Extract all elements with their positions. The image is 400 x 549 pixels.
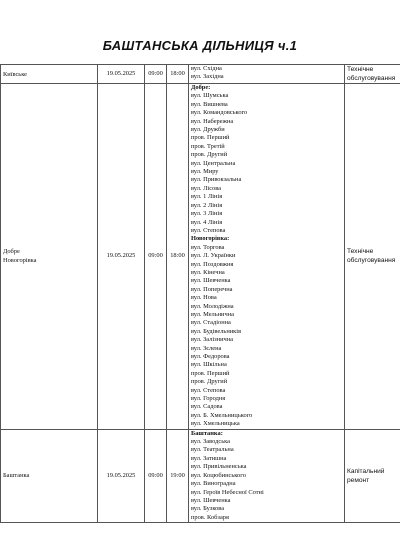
settlement-name: Добре <box>3 248 20 256</box>
start-time-cell: 09:00 <box>145 429 167 522</box>
street-item: вул. Садова <box>191 403 223 411</box>
end-time-cell: 18:00 <box>167 84 189 430</box>
street-item: вул. Поздовжня <box>191 260 234 268</box>
street-item: вул. Героїв Небесної Сотні <box>191 488 264 496</box>
settlement-cell <box>1 84 98 430</box>
street-item: вул. Стадіонна <box>191 319 231 327</box>
settlement-cell <box>1 429 98 522</box>
street-item: вул. Молодіжна <box>191 302 234 310</box>
street-item: вул. Миру <box>191 168 219 176</box>
street-item: вул. Вишнева <box>191 100 228 108</box>
work-type-cell: Технічне обслуговування <box>345 84 400 430</box>
street-item: вул. Б. Хмельницького <box>191 411 253 419</box>
street-item: пров. Другий <box>191 378 228 386</box>
street-item: вул. Командовського <box>191 109 248 117</box>
streets-cell <box>189 65 345 84</box>
street-item: вул. Зєлена <box>191 344 222 352</box>
work-type-cell: Технічне обслуговування <box>345 65 400 84</box>
street-item: вул. 4 Лінія <box>191 218 223 226</box>
street-item: вул. Коцюбинського <box>191 471 246 479</box>
start-time-cell: 09:00 <box>145 65 167 84</box>
street-item: вул. Л. Українки <box>191 252 236 260</box>
street-item: вул. Поперечна <box>191 285 233 293</box>
street-item: вул. Східна <box>191 65 222 72</box>
street-item: вул. Нова <box>191 294 217 302</box>
street-item: пров. Перший <box>191 369 230 377</box>
street-item: вул. Мельнична <box>191 310 234 318</box>
date-cell: 19.05.2025 <box>98 65 145 84</box>
streets-cell <box>189 429 345 522</box>
settlement-cell <box>1 65 98 84</box>
street-item: вул. Будівельників <box>191 327 242 335</box>
street-item: вул. Затишна <box>191 454 227 462</box>
street-item: вул. Федорова <box>191 353 230 360</box>
street-item: вул. 3 Лінія <box>191 210 223 218</box>
street-item: вул. Привокзальна <box>191 176 242 184</box>
street-item: вул. Кінечна <box>191 268 225 276</box>
street-item: вул. 2 Лінія <box>191 201 223 209</box>
street-item: вул. Степова <box>191 226 226 234</box>
end-time-cell: 18:00 <box>167 65 189 84</box>
street-item: вул. Хмельницька <box>191 420 240 428</box>
street-item: пров. Другий <box>191 151 228 159</box>
street-item: вул. Шевченка <box>191 496 231 504</box>
street-item: вул. Центральна <box>191 159 236 167</box>
street-item: пров. Третій <box>191 142 225 150</box>
date-cell: 19.05.2025 <box>98 84 145 430</box>
settlement-name: Київське <box>3 70 27 78</box>
work-type-cell: Капітальний ремонт <box>345 429 400 522</box>
street-item: вул. Шумська <box>191 92 229 100</box>
streets-cell <box>189 84 345 430</box>
street-item: вул. Степова <box>191 386 226 394</box>
street-item: пров. Перший <box>191 134 230 142</box>
settlement-name: Баштанка <box>3 472 30 480</box>
street-item: вул. Шевченка <box>191 277 231 285</box>
street-item: вул. Театральна <box>191 446 234 454</box>
street-item: вул. Дружби <box>191 126 225 134</box>
street-item: вул. Привільненська <box>191 463 247 471</box>
street-item: вул. Лісова <box>191 184 222 192</box>
settlement-subheading: Баштанка: <box>191 429 223 437</box>
street-item: вул. Західна <box>191 73 224 81</box>
table-row <box>1 84 400 430</box>
street-item: вул. Заводська <box>191 438 230 446</box>
street-item: вул. Залізнична <box>191 336 233 344</box>
street-item: вул. Городня <box>191 395 226 403</box>
street-item: вул. Торгова <box>191 243 225 251</box>
outage-schedule-table <box>0 64 400 523</box>
start-time-cell: 09:00 <box>145 84 167 430</box>
street-item: вул. 1 Лінія <box>191 193 223 201</box>
date-cell: 19.05.2025 <box>98 429 145 522</box>
page-title: БАШТАНСЬКА ДІЛЬНИЦЯ ч.1 <box>102 38 298 53</box>
street-item: вул. Шкільна <box>191 361 227 369</box>
table-body <box>1 65 400 523</box>
table-row <box>1 65 400 84</box>
table-row <box>1 429 400 522</box>
settlement-subheading: Новогорівка: <box>191 235 230 243</box>
settlement-name: Новогорівка <box>3 257 37 265</box>
end-time-cell: 19:00 <box>167 429 189 522</box>
street-item: вул. Бузкова <box>191 505 225 513</box>
settlement-subheading: Добре: <box>191 84 211 91</box>
street-item: вул. Набережна <box>191 117 234 125</box>
street-item: пров. Кобзаря <box>191 513 229 521</box>
street-item: вул. Виноградна <box>191 480 236 488</box>
